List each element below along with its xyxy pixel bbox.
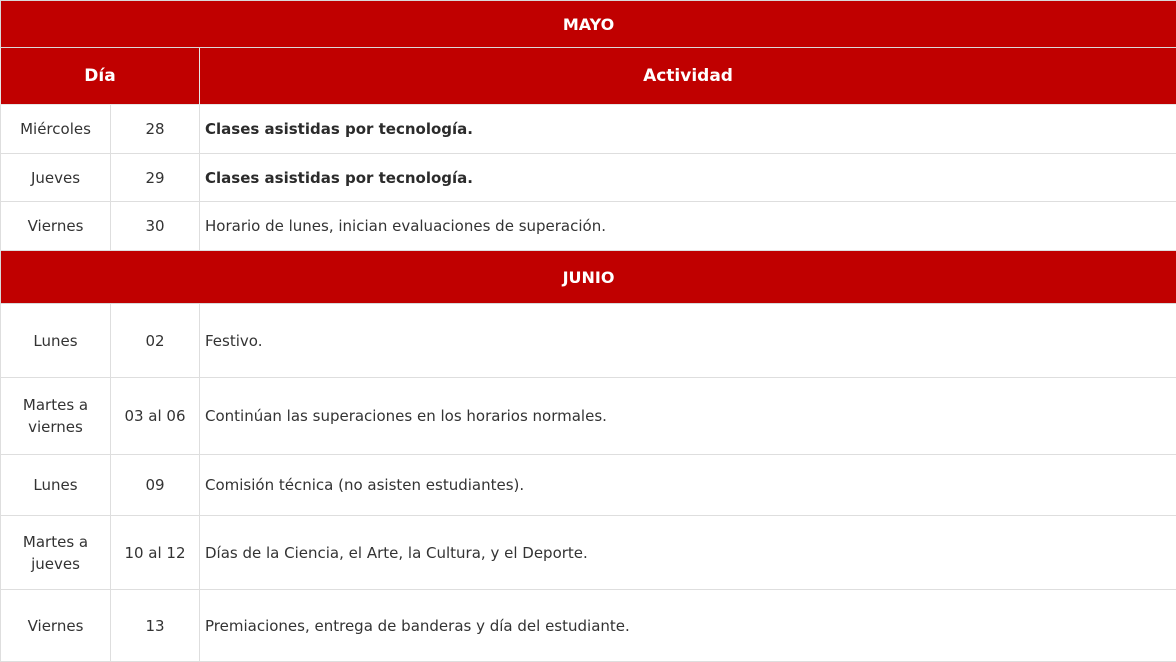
table-row	[1, 378, 1176, 455]
activity-cell: Continúan las superaciones en los horarios normales.	[200, 378, 1176, 455]
day-cell: Miércoles	[1, 105, 111, 154]
day-cell: Lunes	[1, 455, 111, 516]
activity-cell: Comisión técnica (no asisten estudiantes).	[200, 455, 1176, 516]
table-row	[1, 590, 1176, 662]
activity-cell: Clases asistidas por tecnología.	[200, 105, 1176, 154]
date-cell: 30	[111, 202, 200, 251]
column-header-actividad: Actividad	[200, 48, 1176, 105]
month-title-mayo: MAYO	[1, 1, 1176, 48]
column-header-dia: Día	[1, 48, 200, 105]
column-header-row	[1, 48, 1176, 105]
date-cell: 03 al 06	[111, 378, 200, 455]
day-cell: Martes a viernes	[1, 378, 111, 455]
table-row	[1, 304, 1176, 378]
date-cell: 02	[111, 304, 200, 378]
day-cell: Viernes	[1, 202, 111, 251]
activity-cell: Premiaciones, entrega de banderas y día del estudiante.	[200, 590, 1176, 662]
date-cell: 10 al 12	[111, 516, 200, 590]
date-cell: 28	[111, 105, 200, 154]
date-cell: 09	[111, 455, 200, 516]
day-cell: Viernes	[1, 590, 111, 662]
day-cell: Lunes	[1, 304, 111, 378]
day-cell: Martes a jueves	[1, 516, 111, 590]
month-row-mayo	[1, 1, 1176, 48]
table-row	[1, 154, 1176, 202]
date-cell: 13	[111, 590, 200, 662]
table-row	[1, 202, 1176, 251]
activity-cell: Días de la Ciencia, el Arte, la Cultura, y el Deporte.	[200, 516, 1176, 590]
table-row	[1, 516, 1176, 590]
table-row	[1, 105, 1176, 154]
month-title-junio: JUNIO	[1, 251, 1176, 304]
activity-cell: Clases asistidas por tecnología.	[200, 154, 1176, 202]
day-cell: Jueves	[1, 154, 111, 202]
date-cell: 29	[111, 154, 200, 202]
activity-cell: Festivo.	[200, 304, 1176, 378]
activity-cell: Horario de lunes, inician evaluaciones de superación.	[200, 202, 1176, 251]
month-row-junio	[1, 251, 1176, 304]
table-row	[1, 455, 1176, 516]
